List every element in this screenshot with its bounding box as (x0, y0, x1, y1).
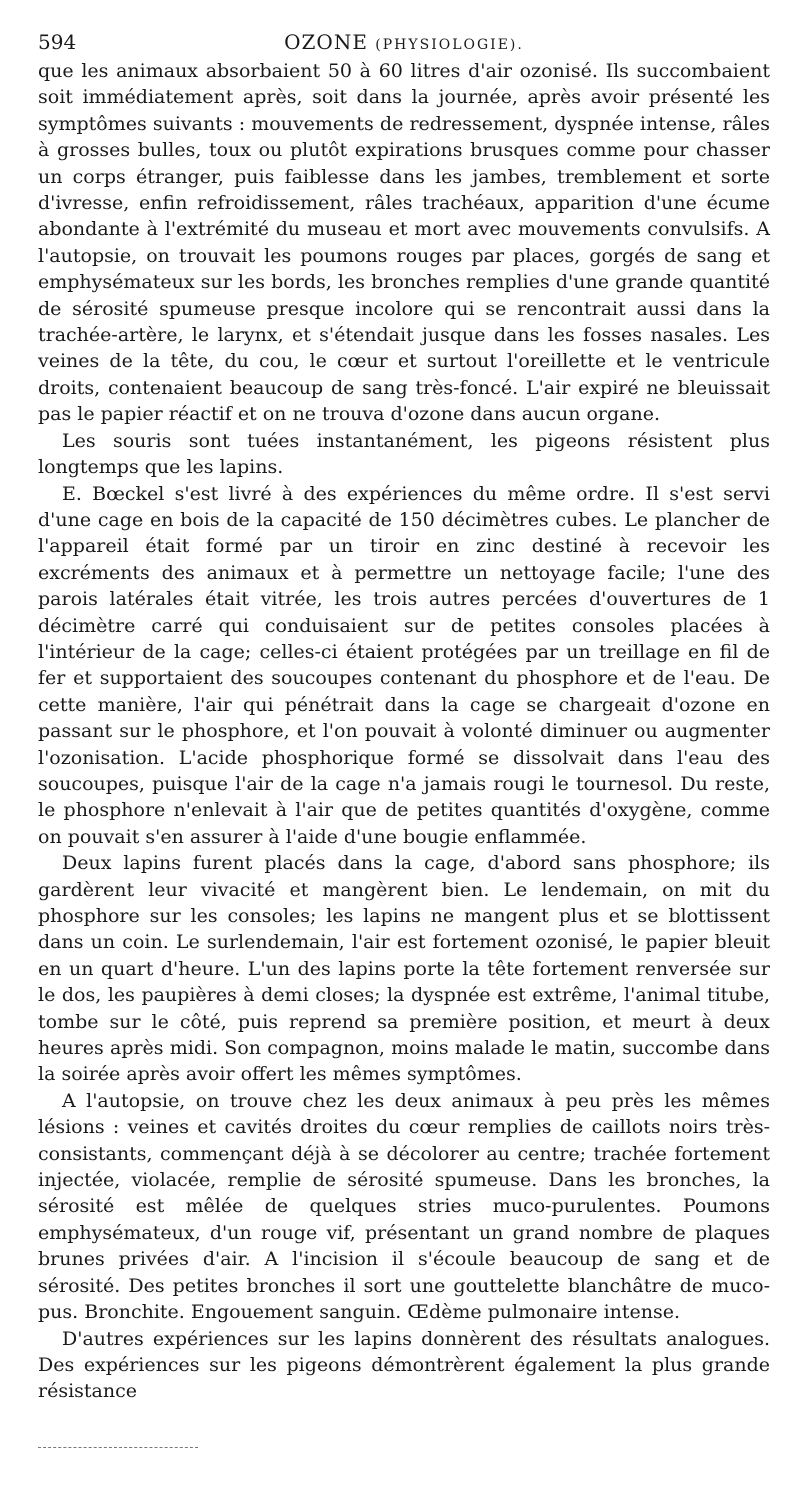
paragraph: Les souris sont tuées instantanément, les pigeons résistent plus longtemps que les lapins. (38, 429, 770, 479)
paragraph: Deux lapins furent placés dans la cage, d'abord sans phosphore; ils gardèrent leur vivacité et mangèrent bien. Le lendemain, on mit du phosphore sur les consoles; les lapins ne mangent plus et se blottissent dans un coin. Le surlendemain, l'air est fortement ozonisé, le papier bleuit en un quart d'heure. L'un des lapins porte la tête fortement renversée sur le dos, les paupières à demi closes; la dyspnée est extrême, l'animal titube, tombe sur le côté, puis reprend sa première position, et meurt à deux heures après midi. Son compagnon, moins malade le matin, succombe dans la soirée après avoir offert les mêmes symptômes. (38, 852, 770, 1086)
running-title-main: OZONE (284, 30, 368, 54)
paragraph: D'autres expériences sur les lapins donnèrent des résultats analogues. Des expériences sur les pigeons démontrèrent également la plus grande résistance (38, 1327, 770, 1403)
footer-rule (38, 1447, 198, 1448)
body-text (38, 58, 770, 1405)
paragraph: que les animaux absorbaient 50 à 60 litres d'air ozonisé. Ils succombaient soit immédiatement après, soit dans la journée, après avoir présenté les symptômes suivants : mouvements de redressement, dyspnée intense, râles à grosses bulles, toux ou plutôt expirations brusques comme pour chasser un corps étranger, puis faiblesse dans les jambes, tremblement et sorte d'ivresse, enfin refroidissement, râles trachéaux, apparition d'une écume abondante à l'extrémité du museau et mort avec mouvements convulsifs. A l'autopsie, on trouvait les poumons rouges par places, gorgés de sang et emphysémateux sur les bords, les bronches remplies d'une grande quantité de sérosité spumeuse presque incolore qui se rencontrait aussi dans la trachée-artère, le larynx, et s'étendait jusque dans les fosses nasales. Les veines de la tête, du cou, le cœur et surtout l'oreillette et le ventricule droits, contenaient beaucoup de sang très-foncé. L'air expiré ne bleuissait pas le papier réactif et on ne trouva d'ozone dans aucun organe. (38, 60, 770, 426)
page (38, 28, 770, 1405)
running-title (38, 30, 770, 54)
page-number: 594 (38, 30, 77, 54)
running-title-sub: (PHYSIOLOGIE). (375, 37, 524, 53)
running-head (38, 28, 770, 58)
paragraph: A l'autopsie, on trouve chez les deux animaux à peu près les mêmes lésions : veines et cavités droites du cœur remplies de caillots noirs très-consistants, commençant déjà à se décolorer au centre; trachée fortement injectée, violacée, remplie de sérosité spumeuse. Dans les bronches, la sérosité est mêlée de quelques stries muco-purulentes. Poumons emphysémateux, d'un rouge vif, présentant un grand nombre de plaques brunes privées d'air. A l'incision il s'écoule beaucoup de sang et de sérosité. Des petites bronches il sort une gouttelette blanchâtre de muco-pus. Bronchite. Engouement sanguin. Œdème pulmonaire intense. (38, 1089, 770, 1324)
paragraph: E. Bœckel s'est livré à des expériences du même ordre. Il s'est servi d'une cage en bois de la capacité de 150 décimètres cubes. Le plancher de l'appareil était formé par un tiroir en zinc destiné à recevoir les excréments des animaux et à permettre un nettoyage facile; l'une des parois latérales était vitrée, les trois autres percées d'ouvertures de 1 décimètre carré qui conduisaient sur de petites consoles placées à l'intérieur de la cage; celles-ci étaient protégées par un treillage en fil de fer et supportaient des soucoupes contenant du phosphore et de l'eau. De cette manière, l'air qui pénétrait dans la cage se chargeait d'ozone en passant sur le phosphore, et l'on pouvait à volonté diminuer ou augmenter l'ozonisation. L'acide phosphorique formé se dissolvait dans l'eau des soucoupes, puisque l'air de la cage n'a jamais rougi le tournesol. Du reste, le phosphore n'enlevait à l'air que de petites quantités d'oxygène, comme on pouvait s'en assurer à l'aide d'une bougie enflammée. (38, 482, 770, 848)
